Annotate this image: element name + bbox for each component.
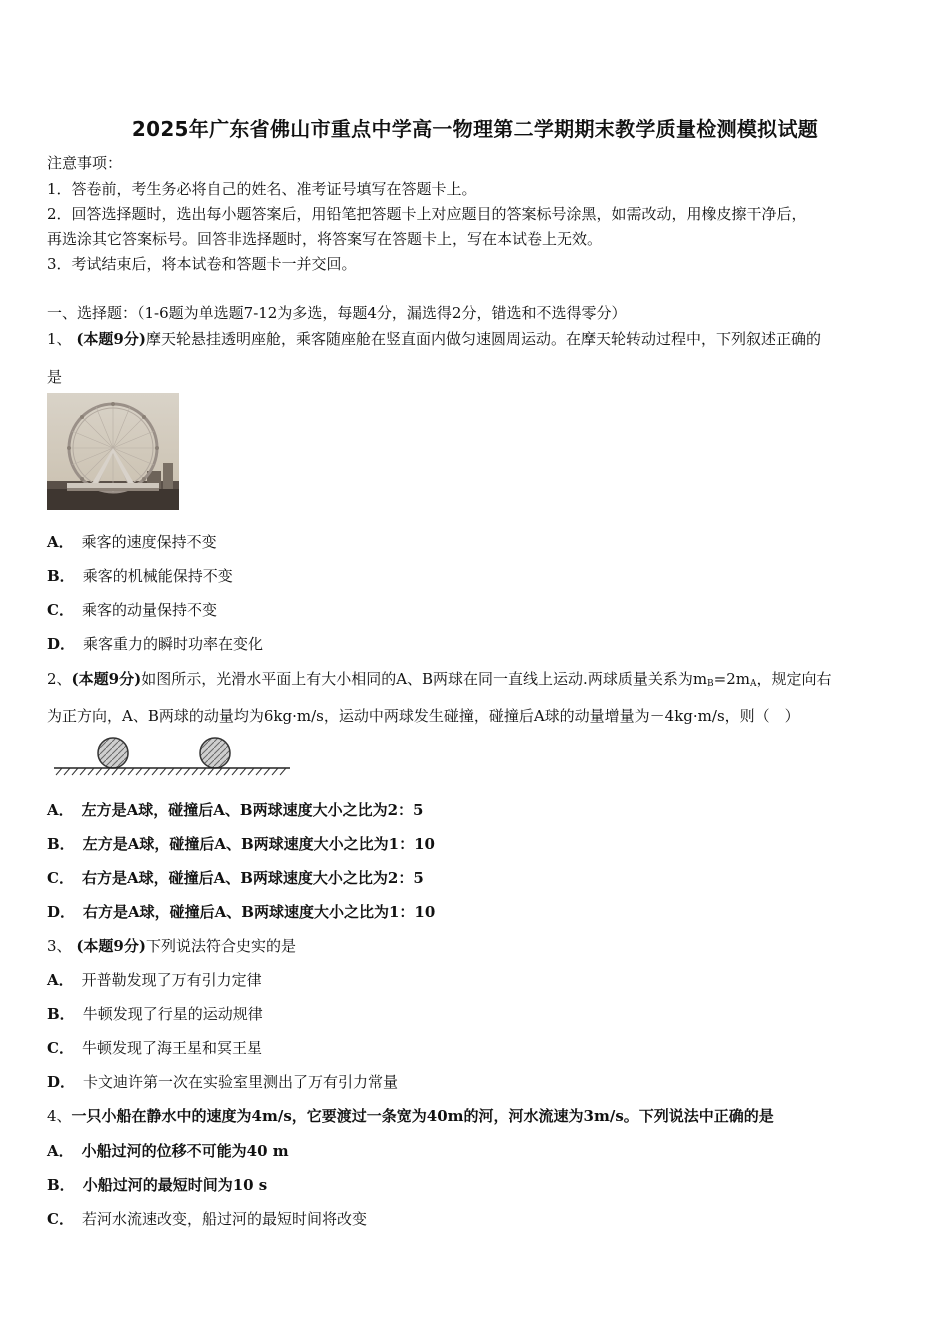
option-c: C． 牛顿发现了海王星和冥王星 <box>47 1039 262 1057</box>
option-b: B． 小船过河的最短时间为10 s <box>47 1176 268 1194</box>
option-a: A． 小船过河的位移不可能为40 m <box>47 1142 289 1160</box>
notes-item: 2．回答选择题时，选出每小题答案后，用铅笔把答题卡上对应题目的答案标号涂黑，如需改动，用橡皮擦干净后， <box>47 205 807 223</box>
notes-item: 再选涂其它答案标号。回答非选择题时，将答案写在答题卡上，写在本试卷上无效。 <box>47 230 603 248</box>
option-d: D． 卡文迪许第一次在实验室里测出了万有引力常量 <box>47 1073 399 1091</box>
option-b: B． 左方是A球，碰撞后A、B两球速度大小之比为1：10 <box>47 835 435 853</box>
question-4 <box>47 1105 774 1126</box>
question-number: 1、 <box>47 330 72 348</box>
page-title: 2025年广东省佛山市重点中学高一物理第二学期期末教学质量检测模拟试题 <box>131 117 819 141</box>
notes-item: 1．答卷前，考生务必将自己的姓名、准考证号填写在答题卡上。 <box>47 180 477 198</box>
ferris-wheel-photo <box>47 393 179 510</box>
option-a: A． 左方是A球，碰撞后A、B两球速度大小之比为2：5 <box>47 801 424 819</box>
option-d: D． 右方是A球，碰撞后A、B两球速度大小之比为1：10 <box>47 903 436 921</box>
two-balls-diagram <box>52 736 292 778</box>
option-b: B． 牛顿发现了行星的运动规律 <box>47 1005 263 1023</box>
question-points: (本题9分) <box>76 330 146 348</box>
option-b: B． 乘客的机械能保持不变 <box>47 567 233 585</box>
option-a: A． 开普勒发现了万有引力定律 <box>47 971 262 989</box>
question-number: 3、 <box>47 937 72 955</box>
question-1 <box>47 328 821 349</box>
notes-heading: 注意事项： <box>47 154 123 172</box>
option-c: C． 乘客的动量保持不变 <box>47 601 217 619</box>
notes-item: 3．考试结束后，将本试卷和答题卡一并交回。 <box>47 255 357 273</box>
question-text: 如图所示，光滑水平面上有大小相同的A、B两球在同一直线上运动.两球质量关系为m <box>141 670 708 688</box>
question-text: 一只小船在静水中的速度为4m/s，它要渡过一条宽为40m的河，河水流速为3m/s。下列说法中正确的是 <box>71 1107 774 1125</box>
option-a: A． 乘客的速度保持不变 <box>47 533 217 551</box>
question-points: (本题9分) <box>71 670 142 688</box>
question-number: 4、 <box>47 1107 72 1125</box>
question-2: 2、(本题9分)如图所示，光滑水平面上有大小相同的A、B两球在同一直线上运动.两球质量关系为$m_B=2m_A$，规定向右 <box>47 670 832 689</box>
question-3 <box>47 935 296 956</box>
option-c: C． 若河水流速改变，船过河的最短时间将改变 <box>47 1210 367 1228</box>
option-d: D． 乘客重力的瞬时功率在变化 <box>47 635 264 653</box>
question-2-continued: 为正方向，A、B两球的动量均为6kg·m/s，运动中两球发生碰撞，碰撞后A球的动量增量为－4kg·m/s，则（ ） <box>47 707 800 725</box>
question-points: (本题9分) <box>76 937 146 955</box>
section-heading: 一、选择题：（1-6题为单选题7-12为多选，每题4分，漏选得2分，错选和不选得零分） <box>47 304 627 322</box>
question-text: 摩天轮悬挂透明座舱，乘客随座舱在竖直面内做匀速圆周运动。在摩天轮转动过程中，下列叙述正确的 <box>145 330 821 348</box>
question-number: 2、 <box>47 670 72 688</box>
question-text: 下列说法符合史实的是 <box>145 937 296 955</box>
option-c: C． 右方是A球，碰撞后A、B两球速度大小之比为2：5 <box>47 869 424 887</box>
question-1-continued: 是 <box>47 368 63 386</box>
